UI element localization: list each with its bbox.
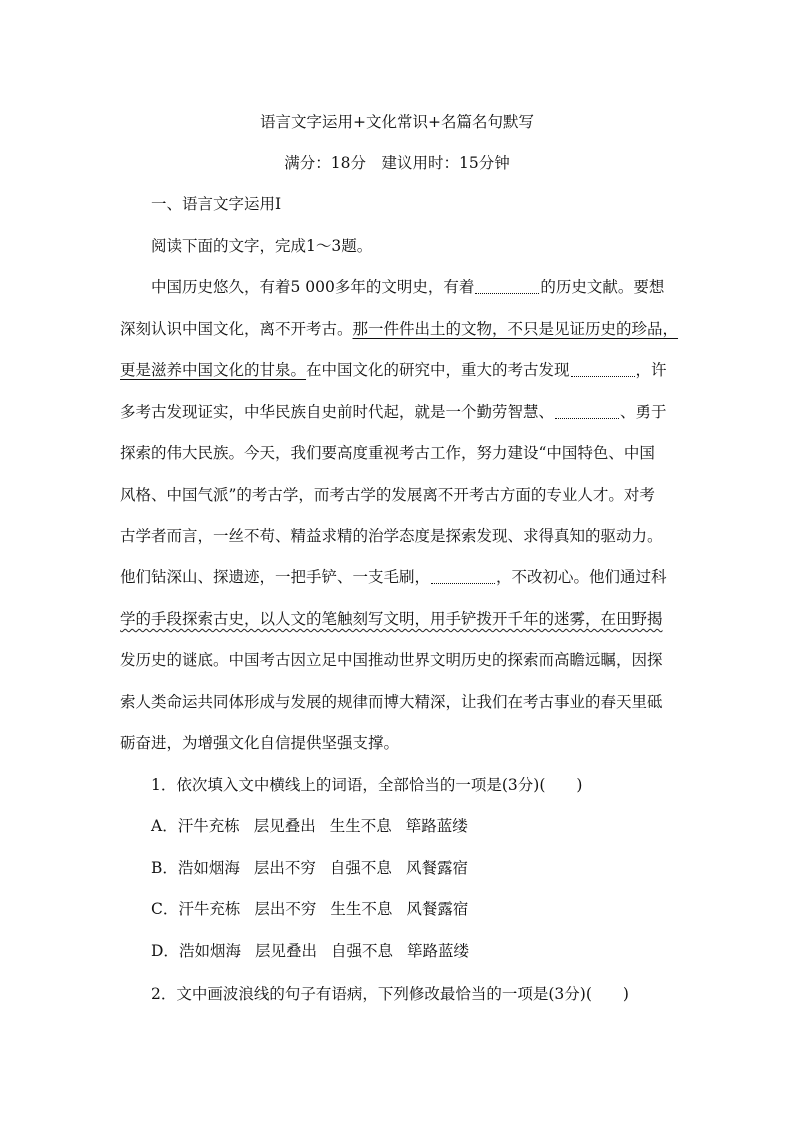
option-item: 生生不息: [330, 900, 393, 918]
option-label: B．: [151, 859, 178, 877]
passage-text: 他们钻深山、探遗迹，一把手铲、一支毛刷，: [120, 568, 431, 586]
passage-line: 风格、中国气派”的考古学，而考古学的发展离不开考古方面的专业人才。对考: [120, 486, 655, 504]
passage-text: 深刻认识中国文化，离不开考古。: [120, 320, 353, 338]
option-item: 层见叠出: [253, 817, 316, 835]
option-item: 筚路蓝缕: [406, 942, 469, 960]
option-a[interactable]: [151, 816, 482, 836]
option-item: 筚路蓝缕: [405, 817, 468, 835]
option-item: 层见叠出: [254, 942, 317, 960]
passage-text: 多考古发现证实，中华民族自史前时代起，就是一个勤劳智慧、: [120, 403, 555, 421]
question-2-stem: 2．文中画波浪线的句子有语病，下列修改最恰当的一项是(3分)( ): [151, 985, 629, 1003]
underlined-sentence: 那一件件出土的文物，不只是见证历史的珍品，: [352, 320, 679, 338]
passage-line: [120, 609, 663, 629]
passage-line: [151, 277, 664, 297]
passage-line: [120, 567, 667, 587]
reading-instruction: 阅读下面的文字，完成1～3题。: [151, 237, 373, 255]
document-title: 语言文字运用+文化常识+名篇名句默写: [260, 113, 534, 131]
passage-text: 的历史文献。要想: [540, 278, 665, 296]
option-item: 自强不息: [330, 942, 393, 960]
underlined-sentence: 更是滋养中国文化的甘泉。: [120, 361, 307, 379]
fill-blank-4: [431, 582, 495, 584]
option-item: 浩如烟海: [178, 942, 241, 960]
passage-line: 古学者而言，一丝不苟、精益求精的治学态度是探索发现、求得真知的驱动力。: [120, 527, 663, 545]
section-heading: 一、语言文字运用Ⅰ: [151, 195, 282, 213]
passage-text: 中国历史悠久，有着5 000多年的文明史，有着: [151, 278, 475, 296]
option-item: 生生不息: [329, 817, 392, 835]
option-item: 汗牛充栋: [178, 900, 241, 918]
option-label: C．: [151, 900, 179, 918]
passage-text: 、勇于: [620, 403, 667, 421]
passage-line: 发历史的谜底。中国考古因立足中国推动世界文明历史的探索而高瞻远瞩，因探: [120, 651, 663, 669]
passage-text: ，不改初心。他们通过科: [496, 568, 667, 586]
option-item: 浩如烟海: [177, 859, 240, 877]
option-label: D．: [151, 942, 179, 960]
passage-line: 探索的伟大民族。今天，我们要高度重视考古工作，努力建设“中国特色、中国: [120, 444, 655, 462]
score-time-info: 满分：18分 建议用时：15分钟: [284, 154, 510, 172]
option-item: 层出不穷: [253, 859, 316, 877]
wavy-underlined-sentence: 学的手段探索古史，以人文的笔触刻写文明，用手铲拨开千年的迷雾，在田野揭: [120, 610, 663, 628]
option-item: 风餐露宿: [406, 900, 469, 918]
option-d[interactable]: [151, 941, 483, 961]
fill-blank-1: [475, 292, 539, 294]
option-b[interactable]: [151, 858, 482, 878]
passage-line: [120, 402, 667, 422]
option-c[interactable]: [151, 899, 482, 919]
option-item: 风餐露宿: [405, 859, 468, 877]
option-label: A．: [151, 817, 178, 835]
passage-text: 在中国文化的研究中，重大的考古发现: [306, 361, 570, 379]
fill-blank-2: [571, 375, 635, 377]
passage-line: [120, 319, 678, 339]
question-1-stem: 1．依次填入文中横线上的词语，全部恰当的一项是(3分)( ): [151, 776, 583, 794]
passage-line: 索人类命运共同体形成与发展的规律而博大精深，让我们在考古事业的春天里砥: [120, 693, 663, 711]
option-item: 汗牛充栋: [177, 817, 240, 835]
passage-text: ，许: [635, 361, 667, 379]
passage-line: 砺奋进，为增强文化自信提供坚强支撑。: [120, 734, 400, 752]
fill-blank-3: [555, 417, 619, 419]
option-item: 自强不息: [329, 859, 392, 877]
option-item: 层出不穷: [254, 900, 317, 918]
passage-line: [120, 360, 667, 380]
